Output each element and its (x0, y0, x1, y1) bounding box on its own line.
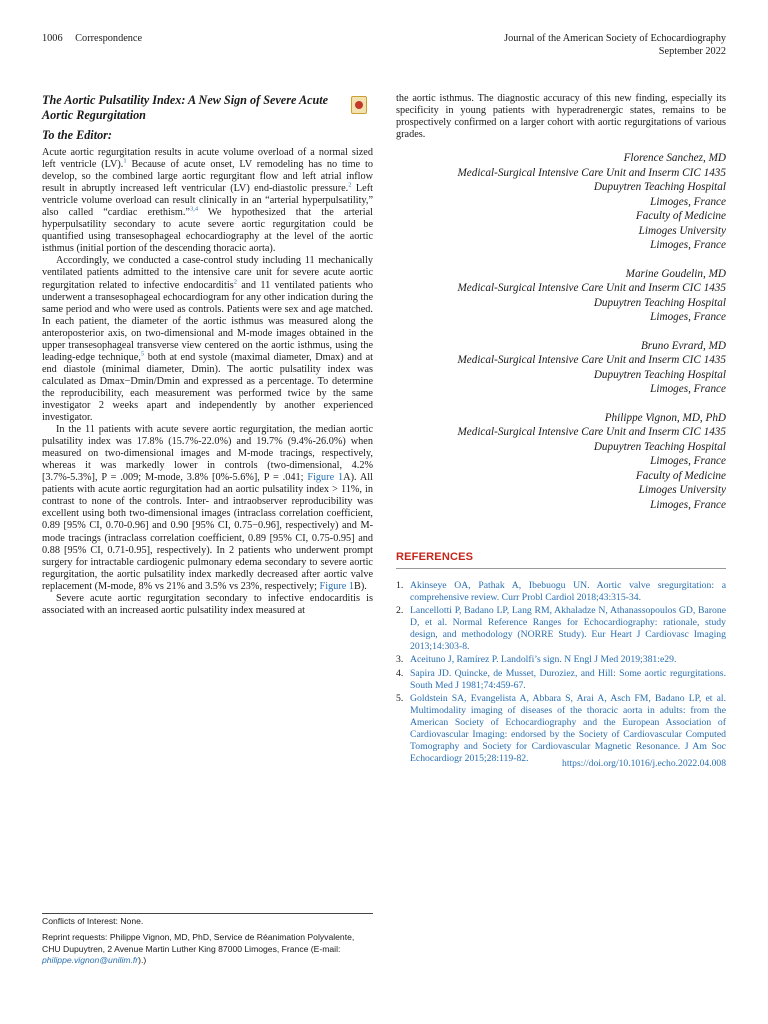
conflicts-note: Conflicts of Interest: None. (42, 916, 144, 926)
author-affiliation (396, 151, 726, 253)
body-paragraph (42, 255, 373, 424)
affiliation-line: Dupuytren Teaching Hospital (593, 181, 726, 194)
author-name: Bruno Evrard, MD (640, 339, 726, 352)
reference-text[interactable]: Akinseye OA, Pathak A, Ibebuogu UN. Aortic valve sregurgitation: a comprehensive review. Curr Probl Cardiol 2018;43:315-34. (410, 580, 726, 603)
paragraph-text: Left ventricle volume overload can result clinically in an “arterial hyperpulsatility,” also called “cardiac erethism.” (42, 183, 373, 219)
affiliation-line: Limoges, France (650, 383, 726, 396)
reference-text[interactable]: Goldstein SA, Evangelista A, Abbara S, Arai A, Asch FM, Badano LP, et al. Multimodality imaging of diseases of the thoracic aorta in adults: from the American Society of Echocardiography and the European Association of Cardiovascular Imaging: endorsed by the Society of Cardiovascular Computed Tomography and Society for Cardiovascular Magnetic Resonance. J Am Soc Echocardiogr 2015;28:119-82. (410, 693, 726, 764)
body-text-right (396, 93, 726, 141)
paragraph-text: Accordingly, we conducted a case-control study including 11 mechanically ventilated patients admitted to the intensive care unit for severe acute aortic regurgitation related to infective endocarditis (42, 255, 373, 291)
reference-number: 4. (396, 667, 404, 679)
author-name: Florence Sanchez, MD (623, 152, 726, 165)
reference-number: 5. (396, 693, 404, 705)
reprint-note (42, 932, 373, 967)
journal-name: Journal of the American Society of Echocardiography (504, 33, 726, 44)
body-text-left (42, 147, 373, 617)
affiliation-line: Limoges University (638, 484, 726, 497)
body-paragraph (42, 147, 373, 255)
crossmark-icon[interactable] (351, 96, 367, 114)
reprint-end: ).) (138, 955, 147, 966)
affiliation-line: Limoges, France (650, 239, 726, 252)
reprint-text: Reprint requests: Philippe Vignon, MD, PhD, Service de Réanimation Polyvalente, CHU Dupuytren, 2 Avenue Martin Luther King 87000 Limoges, France (E-mail: (42, 932, 355, 954)
references-heading: REFERENCES (396, 551, 474, 563)
body-paragraph-continued: the aortic isthmus. The diagnostic accuracy of this new finding, especially its specificity in young patients with hyperadrenergic states, remains to be prospectively confirmed on a larger cohort with aortic regurgitations of various grades. (396, 93, 726, 141)
reference-number: 1. (396, 580, 404, 591)
affiliation-line: Medical-Surgical Intensive Care Unit and Inserm CIC 1435 (457, 166, 726, 179)
paragraph-text: We hypothesized that the arterial hyperpulsatility secondary to acute severe aortic regurgitation could be quantified using transesophageal echocardiography at the level of the aortic isthmus (initial portion of the descending thoracic aorta). (42, 207, 373, 255)
reference-text[interactable]: Sapira JD. Quincke, de Musset, Duroziez, and Hill: Some aortic regurgitations. South Med J 1981;74:459-67. (410, 667, 726, 691)
running-header-left (42, 33, 142, 46)
affiliation-line: Limoges University (638, 224, 726, 237)
author-block (396, 151, 726, 512)
reference-item (396, 605, 726, 653)
reference-number: 3. (396, 654, 404, 666)
paragraph-text: both at end systole (maximal diameter, Dmax) and at end diastole (minimal diameter, Dmin). The aortic pulsatility index was calculated as Dmax−Dmin/Dmin and expressed as a percentage. To determine the reproducibility, each measurement was performed twice by the same investigator 2 weeks apart and independently by another experienced investigator. (42, 351, 373, 424)
left-column (42, 93, 373, 617)
author-affiliation (396, 267, 726, 325)
page-number: 1006 (42, 33, 63, 44)
references-list (396, 580, 726, 766)
reference-item (396, 654, 726, 666)
paragraph-text: B). (353, 580, 367, 592)
body-paragraph (42, 424, 373, 593)
author-name: Marine Goudelin, MD (625, 267, 726, 280)
author-affiliation (396, 339, 726, 397)
paragraph-text: and 11 ventilated patients who underwent a transesophageal echocardiogram for any other indication during the same period and who were used as controls. Patients were sex and age matched. In each patient, the diameter of the aortic isthmus was measured along the anteroposterior axis, on two-dimensional and M-mode images obtained in the upper transesophageal transverse view centered on the aortic isthmus, using the leading-edge technique, (42, 279, 373, 363)
paragraph-text: A). All patients with acute aortic regurgitation had an aortic pulsatility index > 11%, in contrast to none of the controls. Inter- and intraobserver reproducibility was excellent using both two-dimensional images (intraclass correlation coefficient, 0.89 [95% CI, 0.70-0.96] and 0.90 [95% CI, 0.75−0.96], respectively) and M-mode tracings (intraclass correlation coefficient, 0.89 [95% CI, 0.75-0.95] and 0.88 [95% CI, 0.71-0.95], respectively). In 2 patients who underwent prompt surgery for intractable cardiogenic pulmonary edema secondary to severe aortic regurgitation, the aortic pulsatility index markedly decreased after aortic valve replacement (M-mode, 8% vs 21% and 3.5% vs 23%, respectively; (42, 472, 373, 592)
references-divider (396, 568, 726, 569)
paragraph-text: Severe acute aortic regurgitation secondary to infective endocarditis is associated with an increased aortic pulsatility index measured at (42, 592, 373, 616)
reference-item (396, 668, 726, 692)
affiliation-line: Dupuytren Teaching Hospital (593, 296, 726, 309)
figure-link[interactable]: Figure 1 (319, 580, 354, 592)
citation-superscript[interactable]: 1 (123, 157, 127, 165)
reference-item (396, 693, 726, 764)
citation-superscript[interactable]: 2 (348, 181, 352, 189)
paragraph-text: In the 11 patients with acute severe aortic regurgitation, the median aortic pulsatility index was 17.8% (15.7%-22.0%) and 19.7% (9.4%-26.0%) when measured on two-dimensional images and M-mode tracings, respectively, whereas it was markedly lower in controls (two-dimensional, 4.2% [3.7%-5.3%], P = .009; M-mode, 3.8% [0%-5.6%], P = .041; (42, 424, 373, 484)
issue-date: September 2022 (658, 45, 726, 57)
affiliation-line: Limoges, France (650, 195, 726, 208)
body-paragraph (42, 593, 373, 617)
affiliation-line: Dupuytren Teaching Hospital (593, 440, 726, 453)
reference-item (396, 580, 726, 604)
reference-number: 2. (396, 605, 404, 617)
citation-superscript[interactable]: 3,4 (189, 205, 199, 213)
salutation: To the Editor: (42, 128, 112, 142)
footnote-divider (42, 913, 373, 914)
author-name: Philippe Vignon, MD, PhD (604, 411, 726, 424)
affiliation-line: Limoges, France (650, 455, 726, 468)
affiliation-line: Limoges, France (650, 311, 726, 324)
figure-link[interactable]: Figure 1 (307, 472, 344, 484)
affiliation-line: Medical-Surgical Intensive Care Unit and Inserm CIC 1435 (457, 282, 726, 295)
article-title: The Aortic Pulsatility Index: A New Sign of Severe Acute Aortic Regurgitation (42, 93, 329, 122)
citation-superscript[interactable]: 5 (140, 350, 145, 358)
affiliation-line: Limoges, France (650, 498, 726, 511)
paragraph-text: Because of acute onset, LV remodeling has no time to develop, so the combined large aortic regurgitant flow and left atrial inflow result in abruptly increased left ventricular (LV) end-diastolic pressure. (42, 159, 374, 195)
reprint-email[interactable]: philippe.vignon@unilim.fr (42, 955, 139, 966)
paragraph-text: Acute aortic regurgitation results in acute volume overload of a normal sized left ventricle (LV). (42, 147, 373, 171)
affiliation-line: Dupuytren Teaching Hospital (593, 368, 726, 381)
author-affiliation (396, 411, 726, 513)
reference-text[interactable]: Aceituno J, Ramírez P. Landolfi’s sign. N Engl J Med 2019;381:e29. (410, 654, 677, 666)
affiliation-line: Faculty of Medicine (635, 469, 726, 482)
right-column (396, 93, 726, 512)
affiliation-line: Medical-Surgical Intensive Care Unit and Inserm CIC 1435 (457, 426, 726, 439)
section-label: Correspondence (75, 33, 143, 44)
affiliation-line: Medical-Surgical Intensive Care Unit and Inserm CIC 1435 (457, 354, 726, 367)
reference-text[interactable]: Lancellotti P, Badano LP, Lang RM, Akhaladze N, Athanassopoulos GD, Barone D, et al. Normal Reference Ranges for Echocardiography: rationale, study design, and methodology (NORRE Study). Eur Heart J Cardiovasc Imaging 2013;14:303-8. (410, 605, 726, 653)
doi-link[interactable]: https://doi.org/10.1016/j.echo.2022.04.008 (562, 758, 726, 769)
affiliation-line: Faculty of Medicine (635, 210, 726, 223)
running-header-right (504, 33, 726, 58)
citation-superscript[interactable]: 2 (233, 278, 237, 286)
